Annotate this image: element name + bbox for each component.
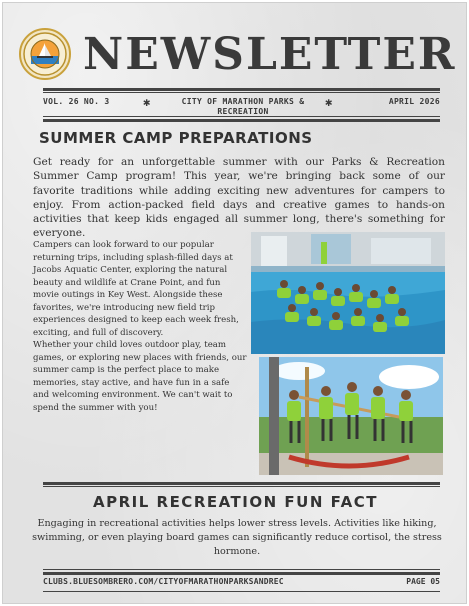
fun-fact-text: Engaging in recreational activities helps lower stress levels. Activities like hiking, swimming, or even playing board games can significantly reduce cortisol, the stress hormone. bbox=[32, 518, 442, 557]
star-separator-icon: ✱ bbox=[143, 95, 151, 109]
fun-fact-rule-thin bbox=[43, 486, 440, 487]
footer-rule-bottom bbox=[43, 591, 440, 592]
newsletter-title: NEWSLETTER bbox=[83, 29, 457, 80]
header-rule-top bbox=[43, 88, 440, 91]
star-separator-icon: ✱ bbox=[325, 95, 333, 109]
article-paragraph: Whether your child loves outdoor play, team games, or exploring new places with friends, our summer camp is the perfect place to make memories, stay active, and have fun in a safe and welcoming environment. We can't wait to spend the summer with you! bbox=[33, 340, 247, 413]
footer-rule bbox=[43, 572, 440, 575]
header-rule-bottom bbox=[43, 119, 440, 122]
city-seal-icon bbox=[19, 28, 71, 80]
article-intro: Get ready for an unforgettable summer with our Parks & Recreation Summer Camp program! This year, we're bringing back some of our favorite traditions while adding exciting new adventures for campers to enjoy. From action-packed field days and creative games to hands-on activities that keep kids engaged all summer long, there's something for everyone. bbox=[33, 156, 445, 240]
page-number: PAGE 05 bbox=[406, 577, 440, 586]
issue-volume: VOL. 26 NO. 3 bbox=[43, 97, 110, 106]
issue-organization: CITY OF MARATHON PARKS & RECREATION bbox=[181, 97, 305, 116]
header-rule-bottom-thin bbox=[43, 116, 440, 117]
issue-date: APRIL 2026 bbox=[388, 97, 440, 106]
newsletter-page bbox=[2, 2, 467, 604]
playground-group-photo bbox=[259, 357, 443, 475]
pool-group-photo bbox=[251, 232, 445, 354]
footer-url-link[interactable]: CLUBS.BLUESOMBRERO.COM/CITYOFMARATHONPARKSANDREC bbox=[43, 577, 284, 586]
header-rule-top-thin bbox=[43, 92, 440, 93]
article-heading: SUMMER CAMP PREPARATIONS bbox=[39, 129, 313, 147]
article-paragraph: Campers can look forward to our popular returning trips, including splash-filled days at Jacobs Aquatic Center, exploring the natural beauty and wildlife at Crane Point, and fun movie outings in Key West. Alongside these favorites, we're introducing new field trip experiences designed to keep each week fresh, exciting, and full of discovery. bbox=[33, 240, 239, 338]
footer-rule-thin bbox=[43, 569, 440, 570]
fun-fact-heading: APRIL RECREATION FUN FACT bbox=[93, 493, 378, 511]
fun-fact-rule bbox=[43, 482, 440, 485]
article-column bbox=[33, 239, 247, 414]
